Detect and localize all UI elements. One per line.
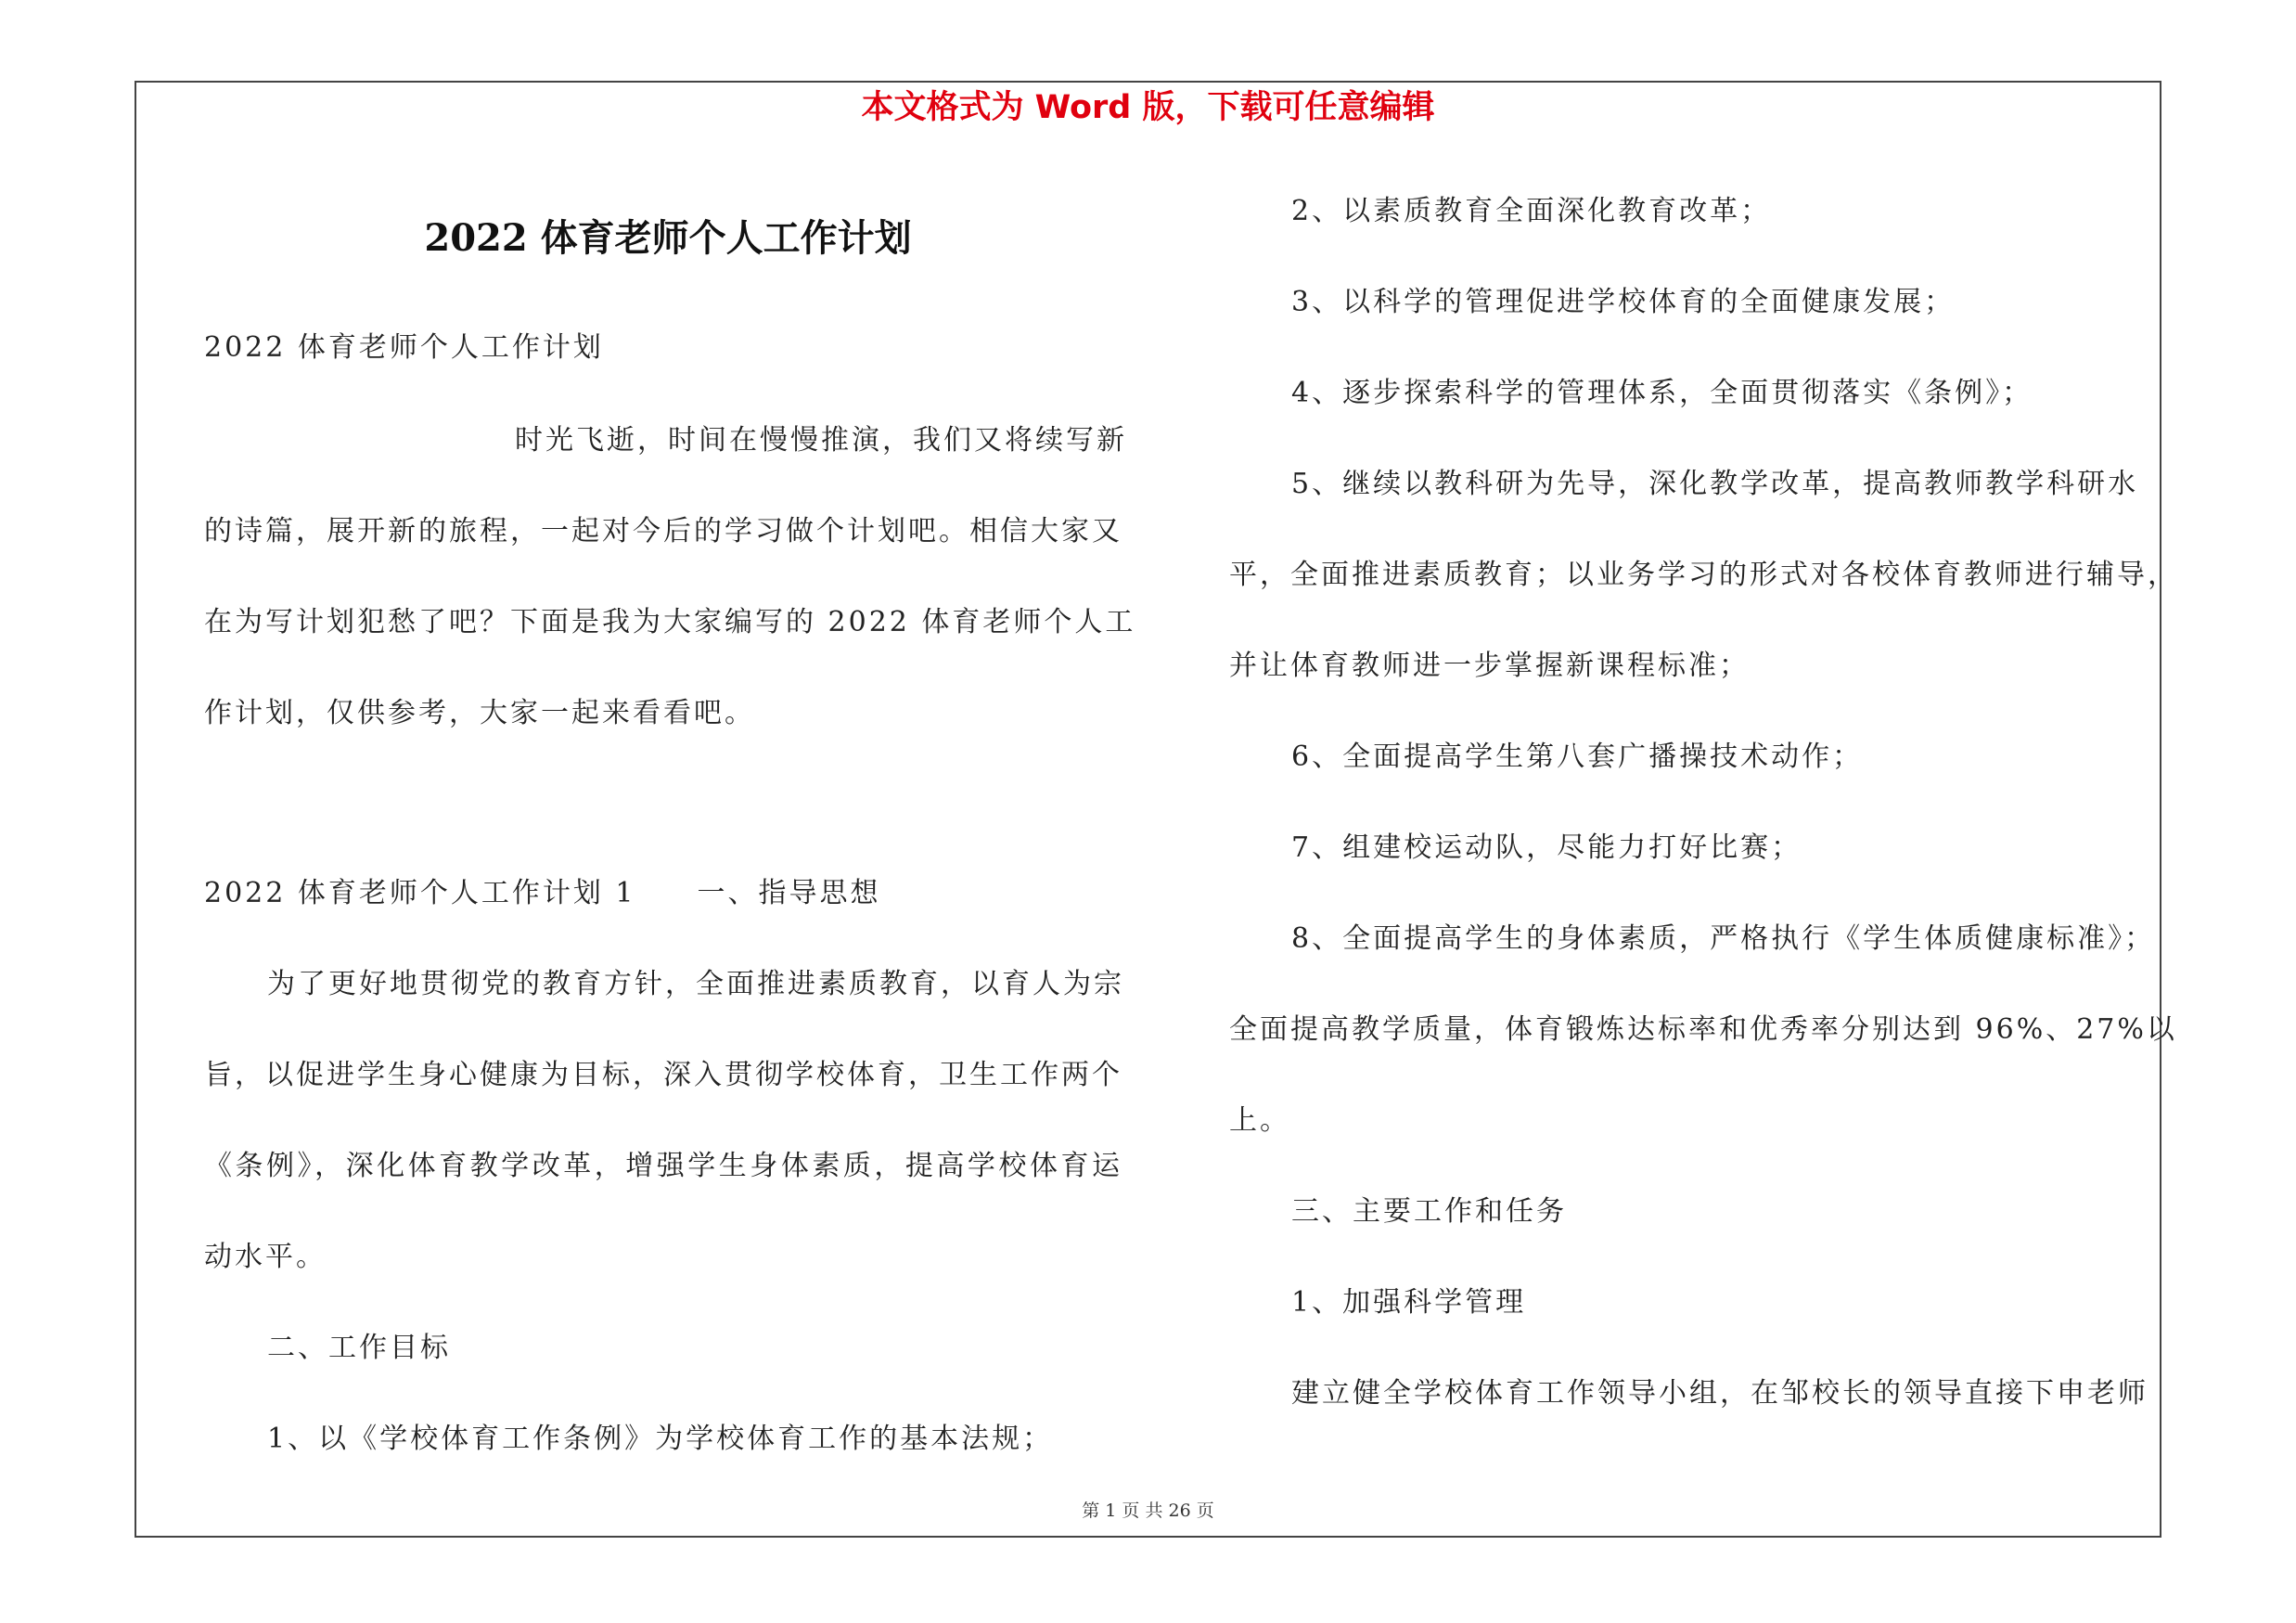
paragraph-line: 并让体育教师进一步掌握新课程标准；	[1229, 650, 1750, 682]
subtitle-line: 2022 体育老师个人工作计划	[204, 331, 604, 364]
list-item: 1、加强科学管理	[1291, 1286, 1527, 1319]
list-item: 7、组建校运动队，尽能力打好比赛；	[1291, 831, 1802, 864]
list-item: 3、以科学的管理促进学校体育的全面健康发展；	[1291, 286, 1956, 318]
paragraph-line: 旨，以促进学生身心健康为目标，深入贯彻学校体育，卫生工作两个	[204, 1059, 1122, 1091]
paragraph-line: 在为写计划犯愁了吧？下面是我为大家编写的 2022 体育老师个人工	[204, 606, 1136, 638]
page-number-footer: 第 1 页 共 26 页	[1082, 1501, 1214, 1521]
list-item: 5、继续以教科研为先导，深化教学改革，提高教师教学科研水	[1291, 468, 2139, 500]
paragraph-line: 动水平。	[204, 1241, 327, 1273]
section-heading: 2022 体育老师个人工作计划 1 一、指导思想	[204, 877, 881, 909]
paragraph-line: 为了更好地贯彻党的教育方针，全面推进素质教育，以育人为宗	[267, 968, 1124, 1000]
section-heading: 二、工作目标	[267, 1332, 451, 1364]
paragraph-line: 平，全面推进素质教育；以业务学习的形式对各校体育教师进行辅导，	[1229, 559, 2178, 591]
paragraph-line: 上。	[1229, 1104, 1290, 1137]
paragraph-line: 作计划，仅供参考，大家一起来看看吧。	[204, 697, 755, 729]
paragraph-line: 全面提高教学质量，体育锻炼达标率和优秀率分别达到 96%、27%以	[1229, 1013, 2177, 1046]
list-item: 6、全面提高学生第八套广播操技术动作；	[1291, 741, 1864, 773]
list-item: 2、以素质教育全面深化教育改革；	[1291, 195, 1772, 227]
list-item: 1、以《学校体育工作条例》为学校体育工作的基本法规；	[267, 1423, 1054, 1455]
paragraph-line: 的诗篇，展开新的旅程，一起对今后的学习做个计划吧。相信大家又	[204, 515, 1122, 547]
paragraph-line: 建立健全学校体育工作领导小组，在邹校长的领导直接下申老师	[1291, 1377, 2148, 1410]
paragraph-line: 时光飞逝，时间在慢慢推演，我们又将续写新	[515, 424, 1127, 457]
document-title: 2022 体育老师个人工作计划	[424, 216, 912, 260]
list-item: 4、逐步探索科学的管理体系，全面贯彻落实《条例》；	[1291, 377, 2033, 409]
paragraph-line: 《条例》，深化体育教学改革，增强学生身体素质，提高学校体育运	[204, 1150, 1122, 1182]
list-item: 8、全面提高学生的身体素质，严格执行《学生体质健康标准》；	[1291, 922, 2156, 955]
format-banner: 本文格式为 Word 版，下载可任意编辑	[861, 89, 1435, 126]
section-heading: 三、主要工作和任务	[1291, 1195, 1567, 1228]
